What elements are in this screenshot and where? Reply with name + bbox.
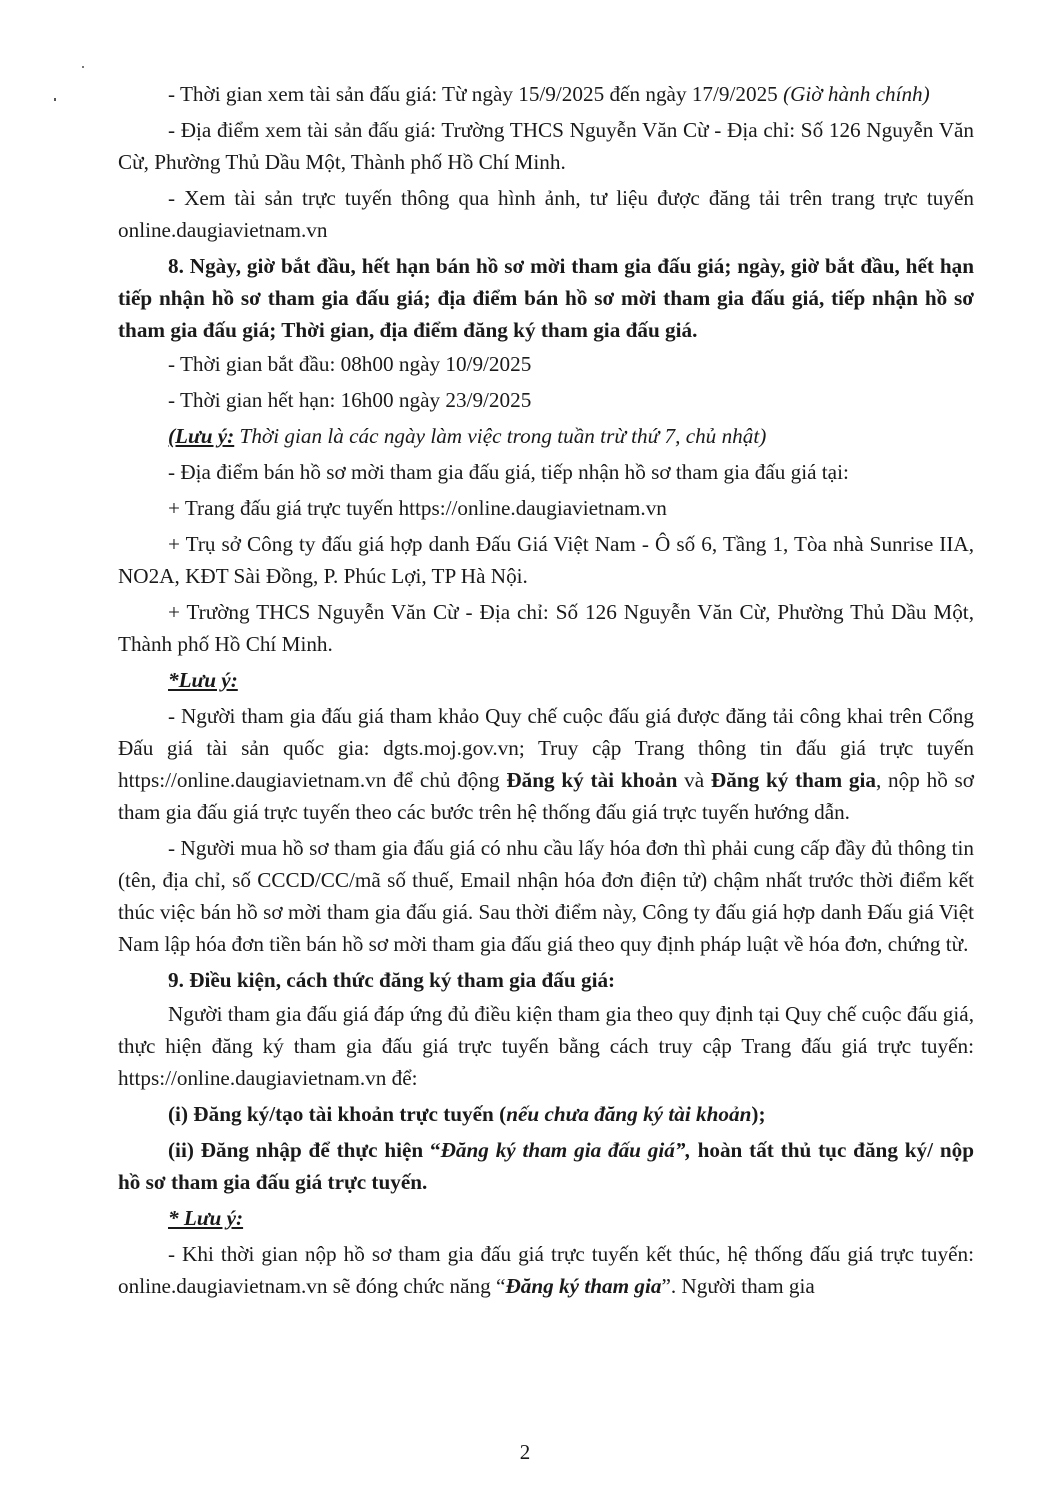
step-2-action: Đăng ký tham gia đấu giá”, — [440, 1138, 691, 1162]
section-9-content: Người tham gia đấu giá đáp ứng đủ điều kiện tham gia theo quy định tại Quy chế cuộc đấu giá, thực hiện đăng ký tham gia đấu giá trực tuyến bằng cách truy cập Trang đấu giá trực tuyến: https://online.daugiavietnam.vn để: — [118, 1002, 974, 1090]
page-number: 2 — [519, 1440, 531, 1464]
viewing-time-text: - Thời gian xem tài sản đấu giá: Từ ngày 15/9/2025 đến ngày 17/9/2025 — [168, 82, 784, 106]
register-account-phrase: Đăng ký tài khoản — [506, 768, 678, 792]
closing-note — [118, 1238, 974, 1302]
section-8-heading: 8. Ngày, giờ bắt đầu, hết hạn bán hồ sơ mời tham gia đấu giá; ngày, giờ bắt đầu, hết hạn tiếp nhận hồ sơ tham gia đấu giá; địa điểm bán hồ sơ mời tham gia đấu giá, tiếp nhận hồ sơ tham gia đấu giá; Thời gian, địa điểm đăng ký tham gia đấu giá. — [118, 254, 974, 342]
step-2 — [118, 1134, 974, 1198]
scan-speck — [82, 66, 84, 68]
step-1-condition: nếu chưa đăng ký tài khoản — [506, 1102, 752, 1126]
closing-note-end: ”. Người tham gia — [661, 1274, 815, 1298]
end-time: - Thời gian hết hạn: 16h00 ngày 23/9/2025 — [168, 388, 532, 412]
section-9-heading: 9. Điều kiện, cách thức đăng ký tham gia đấu giá: — [168, 968, 616, 992]
step-1 — [118, 1098, 974, 1130]
closing-note-text: - Khi thời gian nộp hồ sơ tham gia đấu giá trực tuyến kết thúc, hệ thống đấu giá trực tuyến: online.daugiavietnam.vn sẽ đóng chức năng “ — [118, 1242, 974, 1298]
note-regulations — [118, 700, 974, 828]
office-hours-note: (Giờ hành chính) — [783, 82, 930, 106]
start-time: - Thời gian bắt đầu: 08h00 ngày 10/9/2025 — [168, 352, 532, 376]
note-heading-2: * Lưu ý: — [168, 1206, 244, 1230]
register-participation-phrase: Đăng ký tham gia — [710, 768, 876, 792]
step-2-end: hoàn tất thủ tục đăng ký/ nộp hồ sơ tham gia đấu giá trực tuyến. — [118, 1138, 974, 1194]
register-function-name: Đăng ký tham gia — [505, 1274, 662, 1298]
place-headquarters: + Trụ sở Công ty đấu giá hợp danh Đấu Giá Việt Nam - Ô số 6, Tầng 1, Tòa nhà Sunrise IIA, NO2A, KĐT Sài Đồng, P. Phúc Lợi, TP Hà Nội. — [118, 532, 974, 588]
step-1-text: (i) Đăng ký/tạo tài khoản trực tuyến ( — [168, 1102, 507, 1126]
step-1-end: ); — [751, 1102, 766, 1126]
scan-speck — [54, 98, 56, 101]
note-invoice: - Người mua hồ sơ tham gia đấu giá có nhu cầu lấy hóa đơn thì phải cung cấp đầy đủ thông tin (tên, địa chỉ, số CCCD/CC/mã số thuế, Email nhận hóa đơn điện tử) chậm nhất trước thời điểm kết thúc việc bán hồ sơ mời tham gia đấu giá. Sau thời điểm này, Công ty đấu giá hợp danh Đấu giá Việt Nam lập hóa đơn tiền bán hồ sơ mời tham gia đấu giá theo quy định pháp luật về hóa đơn, chứng từ. — [118, 836, 974, 956]
online-viewing: - Xem tài sản trực tuyến thông qua hình ảnh, tư liệu được đăng tải trên trang trực tuyến online.daugiavietnam.vn — [118, 186, 974, 242]
document-body — [118, 78, 974, 1306]
working-days-note — [118, 420, 974, 452]
place-online: + Trang đấu giá trực tuyến https://online.daugiavietnam.vn — [168, 496, 667, 520]
sale-place: - Địa điểm bán hồ sơ mời tham gia đấu giá, tiếp nhận hồ sơ tham gia đấu giá tại: — [168, 460, 849, 484]
note-text: Thời gian là các ngày làm việc trong tuần trừ thứ 7, chủ nhật) — [234, 424, 767, 448]
viewing-time — [118, 78, 974, 110]
place-school: + Trường THCS Nguyễn Văn Cừ - Địa chỉ: Số 126 Nguyễn Văn Cừ, Phường Thủ Dầu Một, Thành phố Hồ Chí Minh. — [118, 600, 974, 656]
note-heading: *Lưu ý: — [168, 668, 238, 692]
note-label: (Lưu ý: — [168, 424, 235, 448]
step-2-text: (ii) Đăng nhập để thực hiện “ — [168, 1138, 441, 1162]
conjunction: và — [677, 768, 711, 792]
viewing-place: - Địa điểm xem tài sản đấu giá: Trường THCS Nguyễn Văn Cừ - Địa chỉ: Số 126 Nguyễn Văn Cừ, Phường Thủ Dầu Một, Thành phố Hồ Chí Minh. — [118, 118, 974, 174]
note-regulations-text: - Người tham gia đấu giá tham khảo Quy chế cuộc đấu giá được đăng tải công khai trên Cổng Đấu giá tài sản quốc gia: dgts.moj.gov.vn; Truy cập Trang thông tin đấu giá trực tuyến https://online.daugiavietnam.vn để chủ động — [118, 704, 974, 792]
note-regulations-end: , nộp hồ sơ tham gia đấu giá trực tuyến theo các bước trên hệ thống đấu giá trực tuyến hướng dẫn. — [118, 768, 975, 824]
